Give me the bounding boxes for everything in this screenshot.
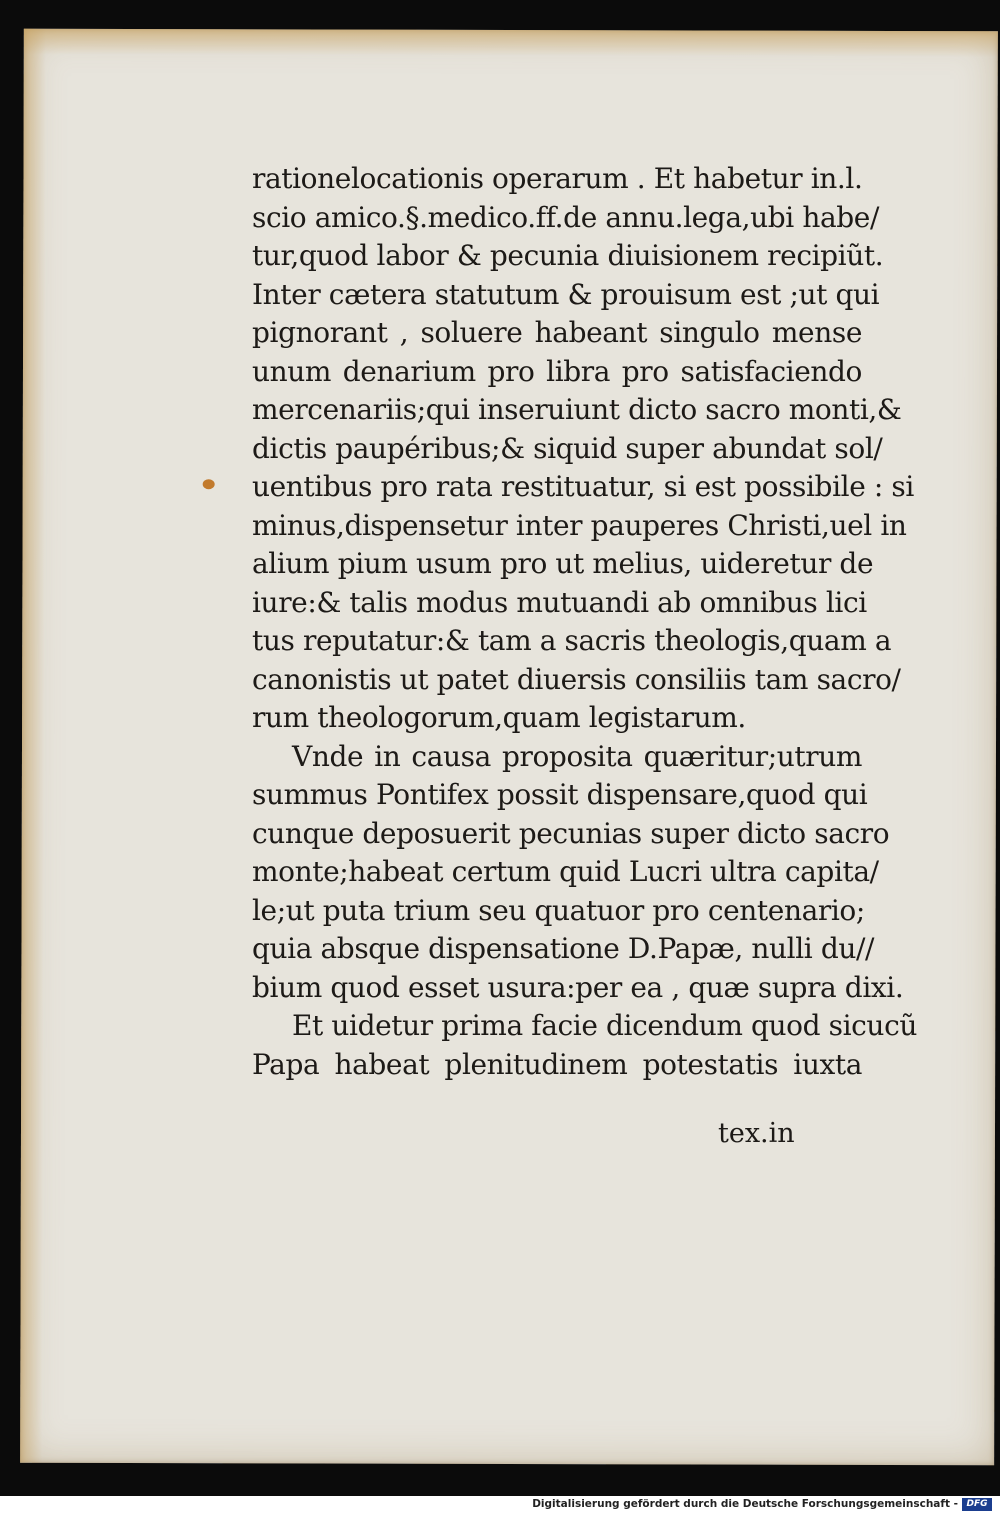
text-line: alium pium usum pro ut melius, uideretur de — [252, 547, 874, 580]
text-line: Inter cætera statutum & prouisum est ;ut qui — [252, 277, 880, 311]
text-line: scio amico.§.medico.ff.de annu.lega,ubi habe/ — [252, 200, 879, 234]
page-top-stain — [24, 29, 998, 58]
text-line: rationelocationis operarum . Et habetur in.l. — [252, 162, 863, 195]
text-line: tus reputatur:& tam a sacris theologis,quam a — [252, 624, 892, 657]
text-line: mercenariis;qui inseruiunt dicto sacro monti,& — [252, 393, 902, 426]
text-line: canonistis ut patet diuersis consiliis tam sacro/ — [252, 662, 901, 696]
stain-spot — [203, 479, 215, 489]
text-line: monte;habeat certum quid Lucri ultra capita/ — [252, 855, 879, 888]
text-line: iure:& talis modus mutuandi ab omnibus lici — [252, 585, 867, 619]
text-line: uentibus pro rata restituatur, si est possibile : si — [252, 470, 914, 503]
text-line: bium quod esset usura:per ea , quæ supra dixi. — [252, 970, 904, 1004]
page-text — [252, 160, 917, 1084]
text-line: summus Pontifex possit dispensare,quod qui — [252, 778, 868, 811]
text-line: Et uidetur prima facie dicendum quod sicucũ — [292, 1009, 917, 1042]
text-line: Vnde in causa proposita quæritur;utrum — [292, 739, 862, 773]
text-line: dictis paupéribus;& siquid super abundat sol/ — [252, 431, 883, 465]
text-line: le;ut puta trium seu quatuor pro centenario; — [252, 893, 865, 927]
text-line: tur,quod labor & pecunia diuisionem recipiũt. — [252, 239, 884, 272]
page-left-stain — [20, 29, 46, 1463]
text-line: quia absque dispensatione D.Papæ, nulli du// — [252, 932, 875, 965]
text-line: rum theologorum,quam legistarum. — [252, 701, 746, 734]
dfg-logo-icon: DFG — [962, 1498, 992, 1511]
text-line: minus,dispensetur inter pauperes Christi,uel in — [252, 508, 907, 542]
funding-credit: Digitalisierung gefördert durch die Deutsche Forschungsgemeinschaft - — [532, 1498, 958, 1510]
text-line: Papa habeat plenitudinem potestatis iuxta — [252, 1047, 862, 1081]
text-line: unum denarium pro libra pro satisfaciendo — [252, 354, 862, 388]
catchword: tex.in — [718, 1118, 795, 1149]
text-line: pignorant , soluere habeant singulo mense — [252, 316, 862, 349]
text-line: cunque deposuerit pecunias super dicto sacro — [252, 816, 890, 850]
